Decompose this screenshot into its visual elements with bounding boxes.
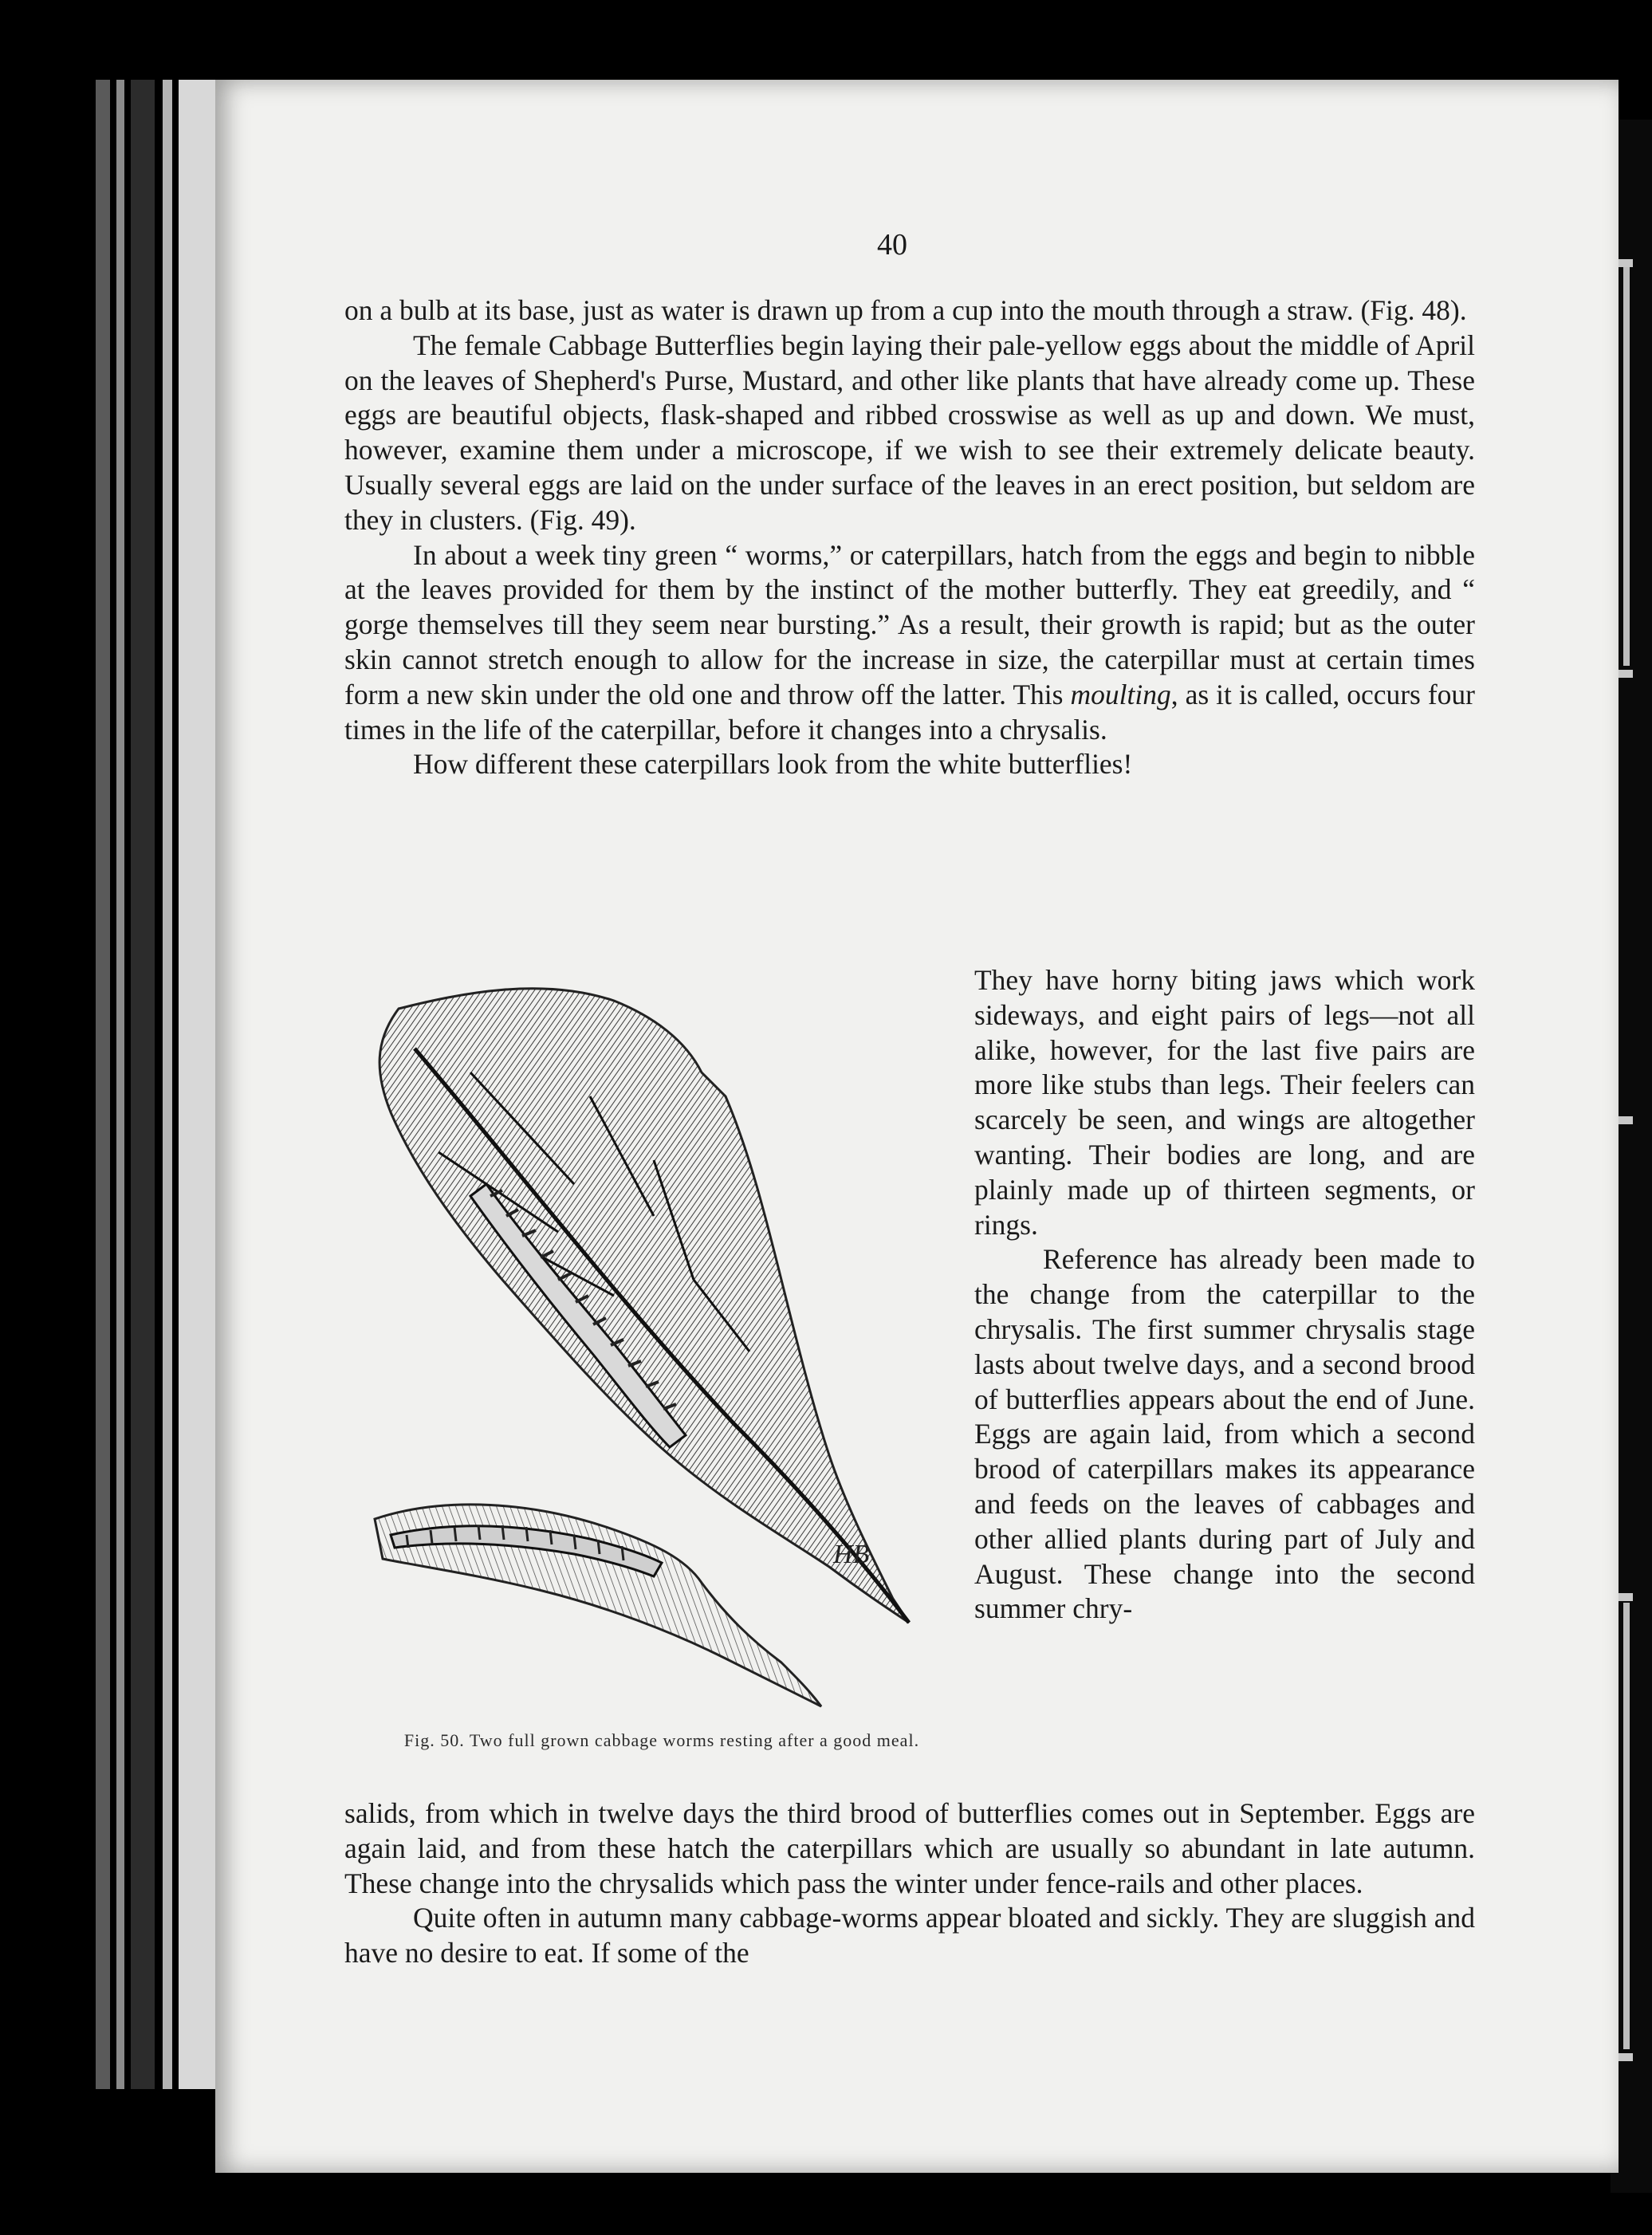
leaf-illustration bbox=[351, 977, 957, 1770]
edge-mark bbox=[1623, 267, 1630, 666]
figure-cabbage-worms bbox=[351, 977, 957, 1770]
italic-term: moulting bbox=[1070, 678, 1171, 710]
paragraph bbox=[344, 538, 1475, 748]
paragraph: salids, from which in twelve days the third brood of butterflies comes out in September. Eggs are again laid, and from these hatch the caterpillars which are usually so abundant in late autumn. These change into the chrysalids which pass the winter under fence-rails and other places. bbox=[344, 1797, 1475, 1899]
edge-mark bbox=[1623, 1603, 1630, 2049]
body-text-bottom bbox=[344, 1796, 1475, 1971]
paragraph: on a bulb at its base, just as water is drawn up from a cup into the mouth through a straw. (Fig. 48). bbox=[344, 294, 1467, 326]
paragraph: Quite often in autumn many cabbage-worms appear bloated and sickly. They are sluggish and have no desire to eat. If some of the bbox=[344, 1902, 1475, 1969]
paragraph: They have horny biting jaws which work sideways, and eight pairs of legs—not all alike, however, for the last five pairs are more like stubs than legs. Their feelers can scarcely be seen, and wings are altogether wanting. Their bodies are long, and are plainly made up of thirteen segments, or rings. bbox=[974, 964, 1475, 1241]
body-text-top bbox=[344, 293, 1475, 782]
figure-caption: Fig. 50. Two full grown cabbage worms resting after a good meal. bbox=[403, 1730, 920, 1750]
page-number: 40 bbox=[877, 228, 907, 262]
paragraph-text: , as it is called, occurs four times in the life of the caterpillar, before it changes into a chrysalis. bbox=[344, 678, 1476, 746]
body-text-column bbox=[974, 963, 1475, 1627]
book-binding-edge bbox=[96, 80, 219, 2089]
paragraph: The female Cabbage Butterflies begin laying their pale-yellow eggs about the middle of April on the leaves of Shepherd's Purse, Mustard, and other like plants that have already come up. These eggs are beautiful objects, flask-shaped and ribbed crosswise as well as up and down. We must, however, examine them under a microscope, if we wish to see their extremely delicate beauty. Usually several eggs are laid on the under surface of the leaves in an erect position, but seldom are they in clusters. (Fig. 49). bbox=[344, 329, 1475, 536]
artist-initials: HB bbox=[833, 1540, 870, 1569]
paragraph: Reference has already been made to the change from the caterpillar to the chrysalis. The first summer chrysalis stage lasts about twelve days, and a second brood of butterflies appears about the end of June. Eggs are again laid, from which a second brood of caterpillars makes its appearance and feeds on the leaves of cabbages and other allied plants during part of July and August. These change into the second summer chry- bbox=[974, 1243, 1475, 1625]
paragraph: How different these caterpillars look from the white butterflies! bbox=[413, 748, 1133, 781]
paragraph-text: In about a week tiny green “ worms,” or caterpillars, hatch from the eggs and begin to nibble at the leaves provided for them by the instinct of the mother butterfly. They eat greedily, and “ gorge themselves till they seem near bursting.” As a result, their growth is rapid; but as the outer skin cannot stretch enough to allow for the increase in size, the caterpillar must at certain times form a new skin under the old one and throw off the latter. This bbox=[344, 538, 1475, 710]
